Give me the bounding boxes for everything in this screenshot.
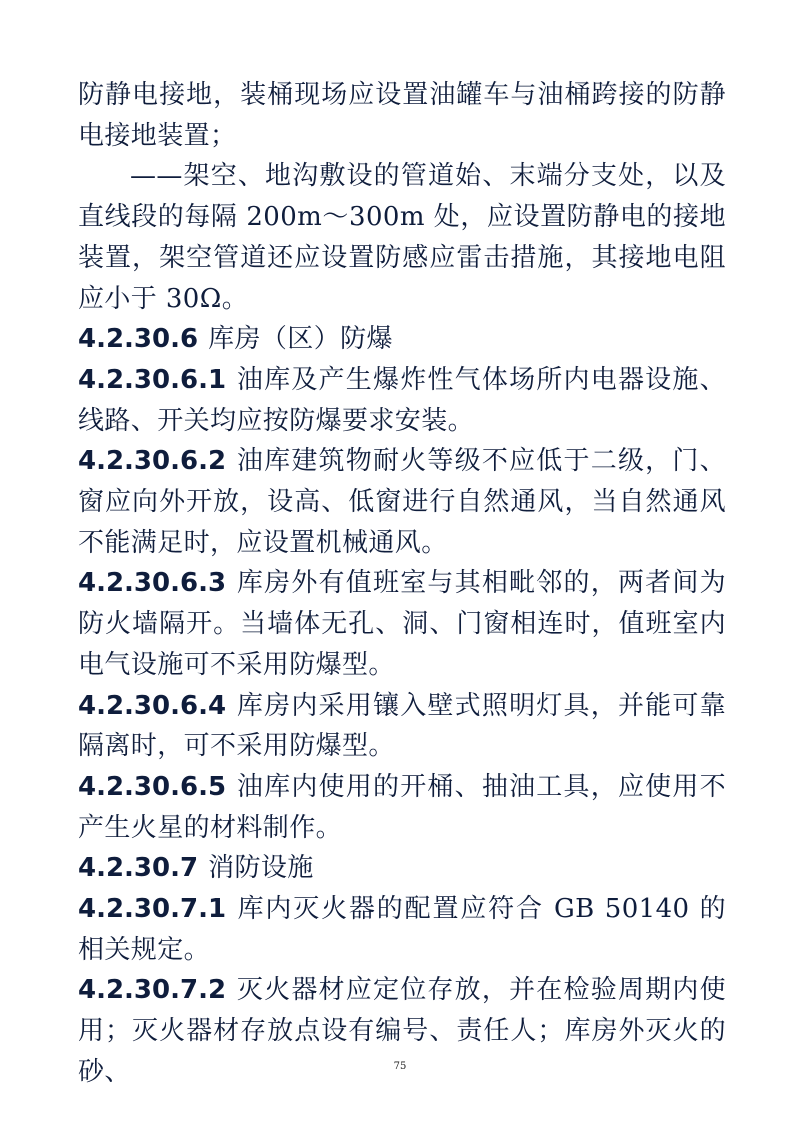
clause-number: 4.2.30.6.1	[78, 364, 227, 395]
clause-text: 库房内采用镶入壁式照明灯具，并能可靠隔离时，可不采用防爆型。	[78, 690, 726, 762]
section-heading-4-2-30-6	[78, 319, 726, 360]
section-number: 4.2.30.6	[78, 324, 199, 355]
clause-4-2-30-7-2	[78, 970, 726, 1092]
page-number: 75	[393, 1061, 407, 1072]
section-heading-4-2-30-7	[78, 848, 726, 889]
clause-4-2-30-6-2	[78, 441, 726, 563]
clause-text: 库房外有值班室与其相毗邻的，两者间为防火墙隔开。当墙体无孔、洞、门窗相连时，值班室内电气设施可不采用防爆型。	[78, 568, 726, 680]
section-title: 库房（区）防爆	[208, 324, 393, 355]
clause-number: 4.2.30.6.5	[78, 771, 227, 802]
paragraph-text: 防静电接地，装桶现场应设置油罐车与油桶跨接的防静电接地装置；	[78, 80, 726, 151]
clause-text: 油库内使用的开桶、抽油工具，应使用不产生火星的材料制作。	[78, 771, 726, 843]
clause-4-2-30-6-4	[78, 686, 726, 767]
clause-4-2-30-6-1	[78, 360, 726, 441]
clause-number: 4.2.30.7.1	[78, 894, 227, 925]
document-body	[78, 75, 726, 1093]
clause-number: 4.2.30.7.2	[78, 975, 227, 1006]
clause-text: 灭火器材应定位存放，并在检验周期内使用；灭火器材存放点设有编号、责任人；库房外灭火的砂、	[78, 975, 726, 1087]
clause-4-2-30-7-1	[78, 889, 726, 970]
section-title: 消防设施	[208, 853, 314, 884]
clause-number: 4.2.30.6.4	[78, 690, 227, 721]
clause-number: 4.2.30.6.3	[78, 568, 227, 599]
clause-4-2-30-6-5	[78, 767, 726, 848]
clause-text: 油库及产生爆炸性气体场所内电器设施、线路、开关均应按防爆要求安装。	[78, 364, 726, 436]
clause-text: 库内灭火器的配置应符合 GB 50140 的相关规定。	[78, 894, 726, 965]
section-number: 4.2.30.7	[78, 853, 199, 884]
paragraph-pipeline-grounding	[78, 156, 726, 319]
clause-text: 油库建筑物耐火等级不应低于二级，门、窗应向外开放，设高、低窗进行自然通风，当自然通风不能满足时，应设置机械通风。	[78, 446, 726, 558]
paragraph-text: ——架空、地沟敷设的管道始、末端分支处，以及直线段的每隔 200m～300m 处，应设置防静电的接地装置，架空管道还应设置防感应雷击措施，其接地电阻应小于 30Ω。	[78, 161, 726, 314]
clause-4-2-30-6-3	[78, 563, 726, 685]
paragraph-grounding-continuation	[78, 75, 726, 156]
clause-number: 4.2.30.6.2	[78, 446, 227, 477]
